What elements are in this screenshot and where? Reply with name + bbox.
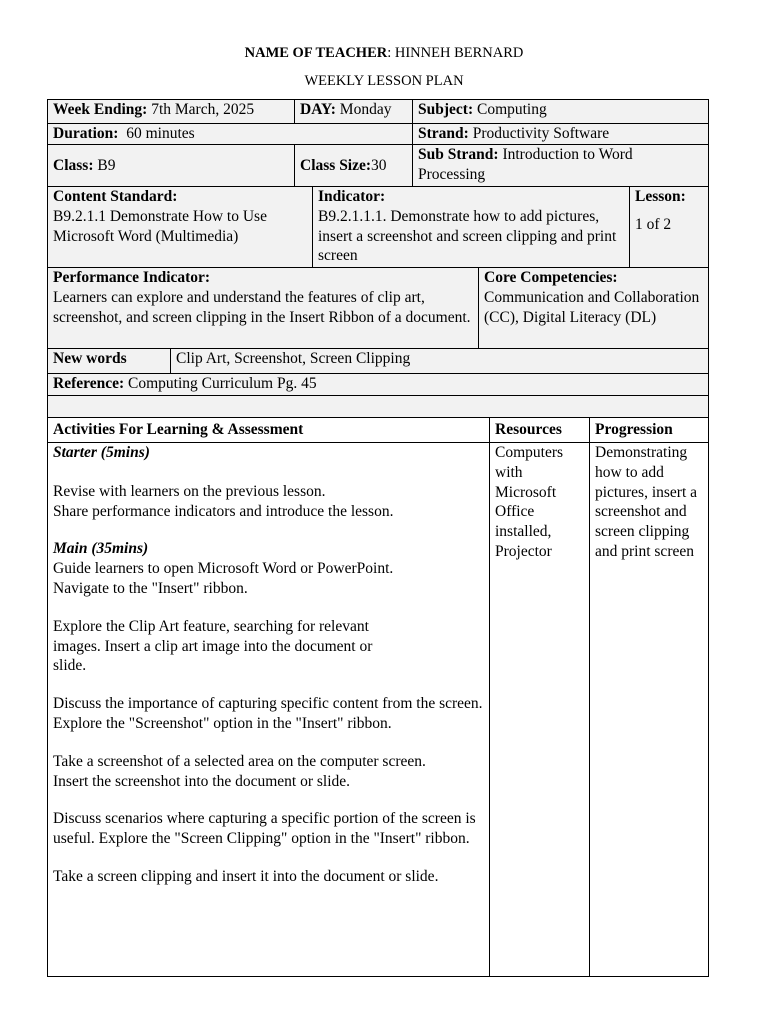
- main-paragraph: Take a screenshot of a selected area on the computer screen. Insert the screenshot into the document or slide.: [53, 752, 426, 790]
- new-words-label: New words: [53, 350, 127, 367]
- col-resources-header: Resources: [490, 418, 590, 443]
- week-ending-value: 7th March, 2025: [151, 101, 255, 118]
- duration-cell: Duration: 60 minutes: [48, 124, 413, 145]
- activities-cell: [48, 443, 490, 977]
- reference-cell: Reference: Computing Curriculum Pg. 45: [48, 374, 709, 396]
- strand-value: Productivity Software: [472, 125, 610, 142]
- content-standard-cell: [48, 187, 313, 268]
- class-size-value: 30: [371, 156, 387, 174]
- spacer-row: [48, 396, 709, 418]
- info-table-top: [47, 99, 709, 145]
- sub-strand-value: Introduction to Word Processing: [418, 146, 633, 183]
- class-cell: Class: B9: [48, 145, 295, 187]
- sub-strand-cell: Sub Strand: Introduction to Word Processing: [413, 145, 709, 187]
- day-value: Monday: [339, 101, 392, 118]
- col-progression-header: Progression: [590, 418, 709, 443]
- main-paragraph: Discuss scenarios where capturing a specific portion of the screen is useful. Explore the "Screen Clipping" option in the "Insert" ribbon.: [53, 810, 476, 848]
- teacher-label: NAME OF TEACHER: [244, 45, 388, 61]
- lesson-cell: [630, 187, 709, 268]
- teacher-name: : HINNEH BERNARD: [387, 45, 524, 61]
- performance-indicator-cell: [48, 268, 479, 349]
- progression-cell: Demonstrating how to add pictures, insert a screenshot and screen clipping and print screen: [590, 443, 709, 977]
- core-competencies-cell: [479, 268, 709, 349]
- main-paragraph: Explore the Clip Art feature, searching for relevant images. Insert a clip art image into the document or slide.: [53, 617, 373, 675]
- resources-cell: Computers with Microsoft Office installed, Projector: [490, 443, 590, 977]
- class-size-cell: Class Size:30: [295, 145, 413, 187]
- teacher-name-line: [0, 44, 768, 64]
- performance-indicator-label: Performance Indicator:: [53, 269, 211, 286]
- new-words-table: [47, 348, 709, 418]
- standards-table: [47, 186, 709, 268]
- main-paragraph: Discuss the importance of capturing specific content from the screen. Explore the "Screenshot" option in the "Insert" ribbon.: [53, 695, 483, 732]
- starter-line: Revise with learners on the previous lesson.: [53, 482, 326, 500]
- lesson-value: 1 of 2: [635, 215, 672, 233]
- new-words-label-cell: [48, 349, 171, 374]
- plan-title: WEEKLY LESSON PLAN: [304, 73, 464, 89]
- week-ending-cell: Week Ending: 7th March, 2025: [48, 100, 295, 124]
- content-standard-label: Content Standard:: [53, 188, 178, 205]
- reference-value: Computing Curriculum Pg. 45: [128, 375, 317, 392]
- performance-indicator-value: Learners can explore and understand the features of clip art, screenshot, and screen clipping in the Insert Ribbon of a document.: [53, 288, 471, 326]
- lesson-label: Lesson:: [635, 188, 686, 205]
- subject-cell: Subject: Computing: [413, 100, 709, 124]
- core-competencies-value: Communication and Collaboration (CC), Digital Literacy (DL): [484, 288, 700, 326]
- subject-value: Computing: [476, 101, 547, 118]
- new-words-value: Clip Art, Screenshot, Screen Clipping: [171, 349, 709, 374]
- main-paragraph: Take a screen clipping and insert it into the document or slide.: [53, 867, 439, 885]
- duration-value: 60 minutes: [126, 125, 195, 142]
- starter-title: Starter (5mins): [53, 444, 150, 461]
- starter-line: Share performance indicators and introduce the lesson.: [53, 502, 394, 520]
- strand-cell: Strand: Productivity Software: [413, 124, 709, 145]
- info-table-class: [47, 144, 709, 187]
- core-competencies-label: Core Competencies:: [484, 269, 618, 286]
- indicator-label: Indicator:: [318, 188, 386, 205]
- class-value: B9: [97, 156, 116, 174]
- indicator-cell: [313, 187, 630, 268]
- main-title: Main (35mins): [53, 540, 149, 558]
- activities-table: [47, 417, 709, 977]
- col-activities-header: Activities For Learning & Assessment: [48, 418, 490, 443]
- content-standard-value: B9.2.1.1 Demonstrate How to Use Microsoft Word (Multimedia): [53, 207, 267, 245]
- day-cell: DAY: Monday: [295, 100, 413, 124]
- main-paragraph: Guide learners to open Microsoft Word or PowerPoint. Navigate to the "Insert" ribbon.: [53, 560, 394, 597]
- indicator-value: B9.2.1.1.1. Demonstrate how to add pictures, insert a screenshot and screen clipping and print screen: [318, 207, 617, 265]
- performance-table: [47, 267, 709, 349]
